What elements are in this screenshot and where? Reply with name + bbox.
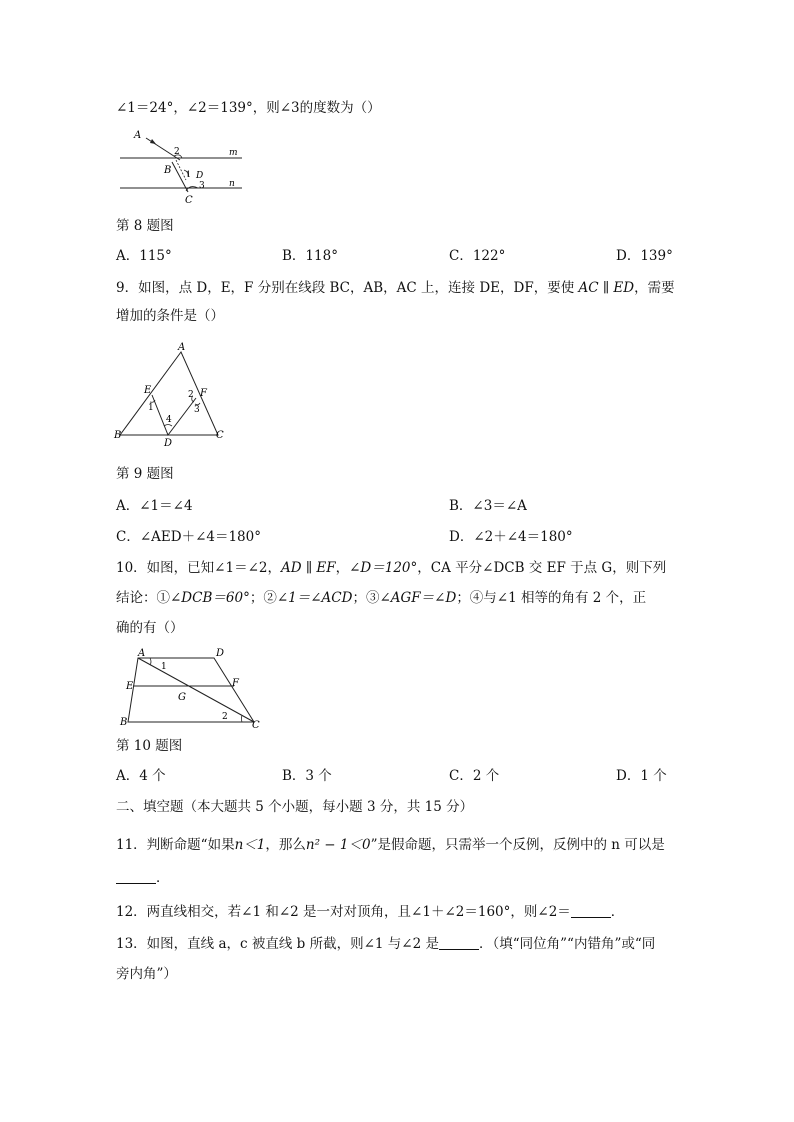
label-1: 1 — [161, 662, 167, 672]
label-d: D — [196, 171, 204, 181]
q9-option-b[interactable]: B．∠3＝∠A — [449, 498, 527, 514]
label-3: 3 — [199, 181, 205, 191]
q10-text-f: ；③ — [352, 590, 380, 606]
label-2: 2 — [222, 712, 228, 722]
label-2: 2 — [188, 390, 194, 400]
q11-end: ． — [156, 870, 170, 886]
q12-text-b: ． — [610, 904, 625, 920]
label-c: C — [185, 195, 193, 206]
q9-option-c[interactable]: C．∠AED＋∠4＝180° — [116, 529, 261, 545]
label-1: 1 — [148, 403, 154, 413]
q10-math-2: ∠D＝120° — [349, 560, 418, 576]
q12-stem — [116, 902, 624, 922]
label-2: 2 — [174, 147, 180, 157]
q13-stem-line2: 旁内角”） — [116, 966, 177, 982]
q10-text-a: 10．如图，已知∠1＝∠2， — [116, 560, 281, 576]
q11-stem-line2 — [116, 868, 170, 888]
q11-text-a: 11．判断命题“如果 — [116, 837, 235, 853]
q13-stem-line1 — [116, 934, 655, 954]
label-3: 3 — [194, 405, 200, 415]
angle-3-arc — [186, 187, 198, 191]
q10-option-d[interactable]: D．1 个 — [616, 768, 667, 784]
label-e: E — [126, 681, 134, 692]
label-c: C — [216, 430, 224, 441]
q8-option-a[interactable]: A．115° — [116, 248, 172, 264]
label-d: D — [164, 438, 173, 449]
q10-math-1: AD ∥ EF — [280, 560, 336, 576]
q10-figure-caption: 第 10 题图 — [116, 738, 183, 754]
q10-stem-line1 — [116, 558, 666, 578]
q9-math: AC ∥ ED — [578, 280, 635, 296]
q9-option-a[interactable]: A．∠1＝∠4 — [116, 498, 193, 514]
q8-option-c[interactable]: C．122° — [449, 248, 506, 264]
label-4: 4 — [166, 415, 172, 425]
q9-option-d[interactable]: D．∠2＋∠4＝180° — [449, 529, 573, 545]
label-b: B — [164, 165, 172, 176]
q11-math-1: n＜1 — [234, 837, 266, 853]
q10-stem-line3: 确的有（） — [116, 620, 184, 636]
section-2-title: 二、填空题（本大题共 5 个小题，每小题 3 分，共 15 分） — [116, 799, 474, 815]
q10-figure — [114, 644, 272, 734]
q11-stem-line1 — [116, 835, 665, 855]
q9-figure — [112, 340, 232, 450]
q9-text-a: 9．如图，点 D，E，F 分别在线段 BC，AB，AC 上，连接 DE，DF，要使 — [116, 280, 579, 296]
q10-text-g: ；④与∠1 相等的角有 2 个，正 — [456, 590, 647, 606]
label-f: F — [232, 678, 239, 689]
angle-2-arc — [242, 715, 243, 722]
q13-answer-blank[interactable] — [439, 935, 479, 950]
q13-text-a: 13．如图，直线 a，c 被直线 b 所截，则∠1 与∠2 是 — [116, 936, 439, 952]
label-e: E — [144, 385, 152, 396]
label-a: A — [138, 648, 146, 659]
label-a: A — [178, 342, 186, 353]
label-a: A — [134, 130, 142, 141]
trapezoid-abcd — [128, 658, 254, 722]
q10-math-4: ∠1＝∠ACD — [276, 590, 353, 606]
q11-text-c: ”是假命题，只需举一个反例，反例中的 n 可以是 — [370, 837, 665, 853]
q10-math-5: ∠AGF＝∠D — [379, 590, 457, 606]
q8-stem: ∠1＝24°，∠2＝139°，则∠3的度数为（） — [116, 100, 381, 116]
q9-stem-line2: 增加的条件是（） — [116, 308, 224, 324]
q11-text-b: ，那么 — [265, 837, 306, 853]
label-g: G — [178, 692, 186, 703]
q11-answer-blank[interactable] — [116, 869, 156, 884]
q10-option-c[interactable]: C．2 个 — [449, 768, 500, 784]
arrow-icon — [150, 139, 156, 144]
segments-ed-df — [152, 395, 196, 435]
q8-figure — [112, 126, 247, 206]
q8-option-d[interactable]: D．139° — [616, 248, 673, 264]
q10-text-b: ， — [335, 560, 350, 576]
q12-answer-blank[interactable] — [571, 903, 611, 918]
label-b: B — [120, 717, 128, 728]
q10-option-b[interactable]: B．3 个 — [282, 768, 332, 784]
q8-option-b[interactable]: B．118° — [282, 248, 338, 264]
q10-math-3: ∠DCB＝60° — [170, 590, 250, 606]
q10-stem-line2 — [116, 588, 646, 608]
q9-stem-line1 — [116, 278, 675, 298]
q13-text-b: ．（填“同位角”“内错角”或“同 — [478, 936, 656, 952]
q9-figure-caption: 第 9 题图 — [116, 466, 174, 482]
label-f: F — [200, 388, 207, 399]
angle-1-arc — [150, 658, 151, 665]
label-d: D — [216, 648, 225, 659]
q10-text-d: 结论：① — [116, 590, 170, 606]
q9-text-b: ，需要 — [634, 280, 675, 296]
segment-ac — [138, 658, 254, 722]
q10-text-e: ；② — [249, 590, 277, 606]
q8-figure-caption: 第 8 题图 — [116, 218, 174, 234]
label-1: 1 — [186, 170, 192, 179]
label-b: B — [114, 430, 122, 441]
label-m: m — [229, 148, 238, 158]
q11-math-2: n² − 1＜0 — [305, 837, 371, 853]
q10-option-a[interactable]: A．4 个 — [116, 768, 166, 784]
label-n: n — [229, 179, 235, 189]
q10-text-c: ，CA 平分∠DCB 交 EF 于点 G，则下列 — [417, 560, 667, 576]
label-c: C — [252, 720, 260, 731]
q12-text-a: 12．两直线相交，若∠1 和∠2 是一对对顶角，且∠1＋∠2＝160°，则∠2＝ — [116, 904, 571, 920]
